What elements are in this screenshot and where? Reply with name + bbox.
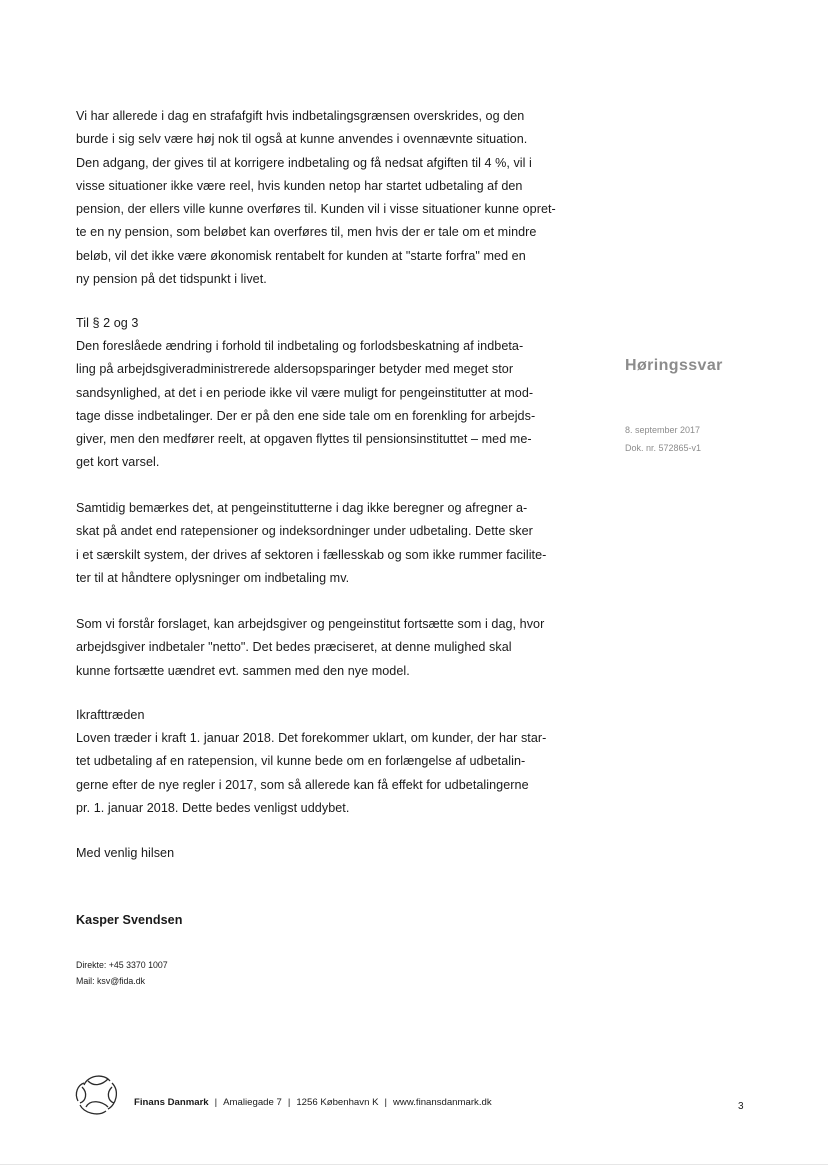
- heading-ikrafttraeden: Ikrafttræden: [76, 708, 145, 722]
- text-line: Vi har allerede i dag en strafafgift hvis indbetalingsgrænsen overskrides, og den: [76, 109, 525, 123]
- text-line: pension, der ellers ville kunne overføres til. Kunden vil i visse situationer kunne opret-: [76, 202, 556, 217]
- closing-greeting: Med venlig hilsen: [76, 846, 175, 860]
- text-line: kunne fortsætte uændret evt. sammen med den nye model.: [76, 663, 410, 678]
- sidebar-title: Høringssvar: [625, 357, 723, 374]
- footer-address: Amaliegade 7: [223, 1097, 282, 1108]
- text-line: sandsynlighed, at det i en periode ikke vil være muligt for pengeinstitutter at mod-: [76, 385, 534, 400]
- sidebar-doc-number: Dok. nr. 572865-v1: [625, 443, 702, 453]
- text-line: get kort varsel.: [76, 455, 160, 470]
- paragraph-ikrafttraeden: [76, 727, 586, 820]
- footer-separator: |: [384, 1097, 387, 1108]
- paragraph-a-skat: [76, 497, 586, 590]
- footer-separator: |: [287, 1097, 291, 1108]
- contact-direct: Direkte: +45 3370 1007: [76, 960, 168, 970]
- text-line: burde i sig selv være høj nok til også at kunne anvendes i ovennævnte situation.: [76, 132, 528, 147]
- footer-city: 1256 København K: [296, 1097, 379, 1108]
- signer-name: Kasper Svendsen: [76, 913, 183, 927]
- text-line: visse situationer ikke være reel, hvis kunden netop har startet udbetaling af den: [76, 178, 523, 193]
- text-line: tet udbetaling af en ratepension, vil kunne bede om en forlængelse af udbetalin-: [76, 754, 526, 769]
- text-line: Samtidig bemærkes det, at pengeinstitutterne i dag ikke beregner og afregner a-: [76, 501, 528, 515]
- text-line: ny pension på det tidspunkt i livet.: [76, 272, 267, 287]
- text-line: gerne efter de nye regler i 2017, som så allerede kan få effekt for udbetalingerne: [76, 777, 529, 792]
- finans-danmark-logo-icon: [74, 1071, 120, 1117]
- footer-separator: |: [214, 1097, 218, 1108]
- contact-block: [76, 957, 168, 989]
- footer: [134, 1097, 492, 1108]
- page-number: 3: [738, 1101, 744, 1112]
- text-line: pr. 1. januar 2018. Dette bedes venligst uddybet.: [76, 800, 350, 815]
- text-line: te en ny pension, som beløbet kan overføres til, men hvis der er tale om et mindre: [76, 225, 537, 240]
- footer-website-link[interactable]: www.finansdanmark.dk: [392, 1097, 492, 1108]
- paragraph-netto: [76, 613, 586, 683]
- text-line: skat på andet end ratepensioner og indeksordninger under udbetaling. Dette sker: [76, 524, 533, 539]
- contact-mail: Mail: ksv@fida.dk: [76, 976, 146, 986]
- bottom-divider: [0, 1164, 828, 1165]
- text-line: Den adgang, der gives til at korrigere indbetaling og få nedsat afgiften til 4 %, vil i: [76, 155, 532, 170]
- footer-brand: Finans Danmark: [134, 1097, 209, 1108]
- heading-til-paragraf-2-og-3: Til § 2 og 3: [76, 316, 139, 330]
- text-line: Den foreslåede ændring i forhold til indbetaling og forlodsbeskatning af indbeta-: [76, 339, 524, 353]
- text-line: ter til at håndtere oplysninger om indbetaling mv.: [76, 570, 350, 585]
- text-line: tage disse indbetalinger. Der er på den ene side tale om en forenkling for arbejds-: [76, 408, 536, 423]
- text-line: Som vi forstår forslaget, kan arbejdsgiver og pengeinstitut fortsætte som i dag, hvor: [76, 617, 545, 631]
- paragraph-strafafgift: [76, 105, 586, 291]
- text-line: ling på arbejdsgiveradministrerede aldersopsparinger betyder med meget stor: [76, 362, 514, 377]
- text-line: Loven træder i kraft 1. januar 2018. Det forekommer uklart, om kunder, der har star-: [76, 731, 547, 745]
- text-line: arbejdsgiver indbetaler "netto". Det bedes præciseret, at denne mulighed skal: [76, 640, 512, 655]
- paragraph-forlodsbeskatning: [76, 335, 586, 475]
- text-line: i et særskilt system, der drives af sektoren i fællesskab og som ikke rummer facilite-: [76, 547, 547, 562]
- sidebar-date: 8. september 2017: [625, 425, 701, 435]
- text-line: beløb, vil det ikke være økonomisk rentabelt for kunden at "starte forfra" med en: [76, 248, 526, 263]
- text-line: giver, men den medfører reelt, at opgaven flyttes til pensionsinstituttet – med me-: [76, 432, 532, 447]
